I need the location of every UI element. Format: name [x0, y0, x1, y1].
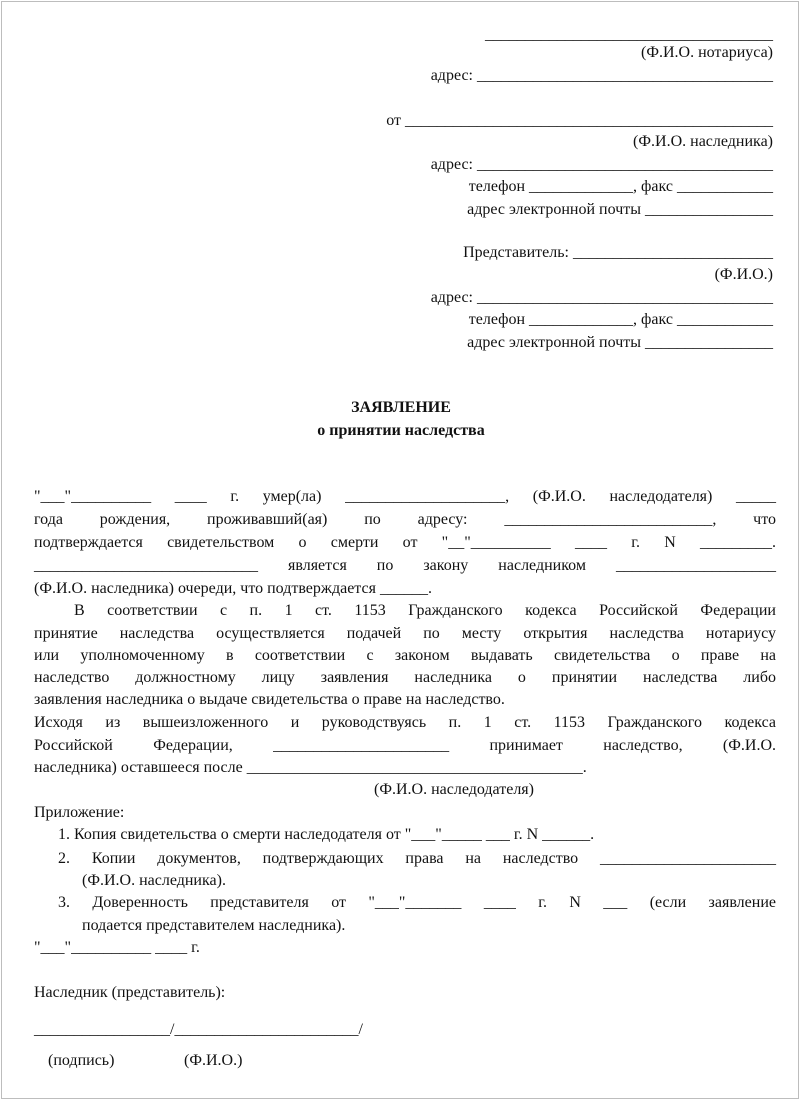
body-line	[34, 712, 776, 734]
body-line-text: подтверждается свидетельством о смерти от "__"__________ ____ г. N _________.	[34, 534, 776, 551]
appendix-item-text: 3. Доверенность представителя от "___"_______ ____ г. N ___ (если заявление	[58, 894, 776, 911]
body-line	[34, 735, 776, 757]
body-line	[34, 555, 776, 577]
body-line	[34, 486, 776, 508]
heir-address-line: адрес: _____________________________________	[430, 156, 773, 173]
appendix-item-continuation: (Ф.И.О. наследника).	[82, 872, 226, 889]
body-line-text: В соответствии с п. 1 ст. 1153 Гражданского кодекса Российской Федерации	[74, 602, 776, 619]
signature-caption: (подпись)	[48, 1052, 115, 1069]
body-line	[34, 532, 776, 554]
heir-email-line: адрес электронной почты ________________	[467, 201, 773, 218]
appendix-item-text: 2. Копии документов, подтверждающих права на наследство ______________________	[58, 850, 776, 867]
representative-line: Представитель: _________________________	[463, 244, 773, 261]
representative-phone-line: телефон _____________, факс ____________	[468, 311, 773, 328]
notary-name-line: ____________________________________	[485, 26, 773, 43]
appendix-heading: Приложение:	[34, 804, 125, 821]
body-line-text: (Ф.И.О. наследника) очереди, что подтверждается ______.	[34, 580, 432, 597]
body-line	[34, 623, 776, 645]
appendix-item	[58, 848, 776, 870]
appendix-item	[58, 892, 776, 914]
appendix-item-continuation: подается представителем наследника).	[82, 917, 346, 934]
document-title: ЗАЯВЛЕНИЕ	[351, 399, 451, 416]
body-line-text: или уполномоченному в соответствии с законом выдавать свидетельства о праве на	[34, 647, 776, 664]
document-subtitle: о принятии наследства	[317, 422, 485, 439]
signatory-label: Наследник (представитель):	[34, 984, 226, 1001]
application-date: "___"__________ ____ г.	[34, 939, 200, 956]
notary-caption: (Ф.И.О. нотариуса)	[640, 44, 773, 61]
body-line-text: Исходя из вышеизложенного и руководствуясь п. 1 ст. 1153 Гражданского кодекса	[34, 714, 776, 731]
representative-email-line: адрес электронной почты ________________	[467, 334, 773, 351]
body-line	[34, 509, 776, 531]
body-line-text: наследника) оставшееся после __________________________________________.	[34, 759, 587, 776]
heir-phone-line: телефон _____________, факс ____________	[468, 178, 773, 195]
body-line-text: принятие наследства осуществляется подачей по месту открытия наследства нотариусу	[34, 625, 776, 642]
body-line-text: года рождения, проживавший(ая) по адресу: __________________________, что	[34, 511, 776, 528]
appendix-item: 1. Копия свидетельства о смерти наследодателя от "___"_____ ___ г. N ______.	[58, 826, 595, 843]
signature-line: _________________/_______________________/	[34, 1021, 363, 1038]
deceased-name-caption: (Ф.И.О. наследодателя)	[374, 781, 534, 798]
body-line-text: "___"__________ ____ г. умер(ла) ____________________, (Ф.И.О. наследодателя) _____	[34, 488, 776, 505]
body-line	[74, 600, 776, 622]
signatory-name-caption: (Ф.И.О.)	[184, 1052, 243, 1069]
body-line	[34, 667, 776, 689]
body-line-text: заявления наследника о выдаче свидетельства о праве на наследство.	[34, 691, 505, 708]
heir-from-line: от ______________________________________________	[386, 112, 773, 129]
body-line	[34, 645, 776, 667]
heir-caption: (Ф.И.О. наследника)	[633, 133, 773, 150]
notary-address-line: адрес: _____________________________________	[430, 67, 773, 84]
representative-address-line: адрес: _____________________________________	[430, 289, 773, 306]
body-line-text: ____________________________ является по закону наследником ____________________	[34, 557, 776, 574]
body-line-text: Российской Федерации, ______________________ принимает наследство, (Ф.И.О.	[34, 737, 776, 754]
document-page	[1, 1, 799, 1099]
representative-caption: (Ф.И.О.)	[714, 266, 773, 283]
body-line-text: наследство должностному лицу заявления наследника о принятии наследства либо	[34, 669, 776, 686]
